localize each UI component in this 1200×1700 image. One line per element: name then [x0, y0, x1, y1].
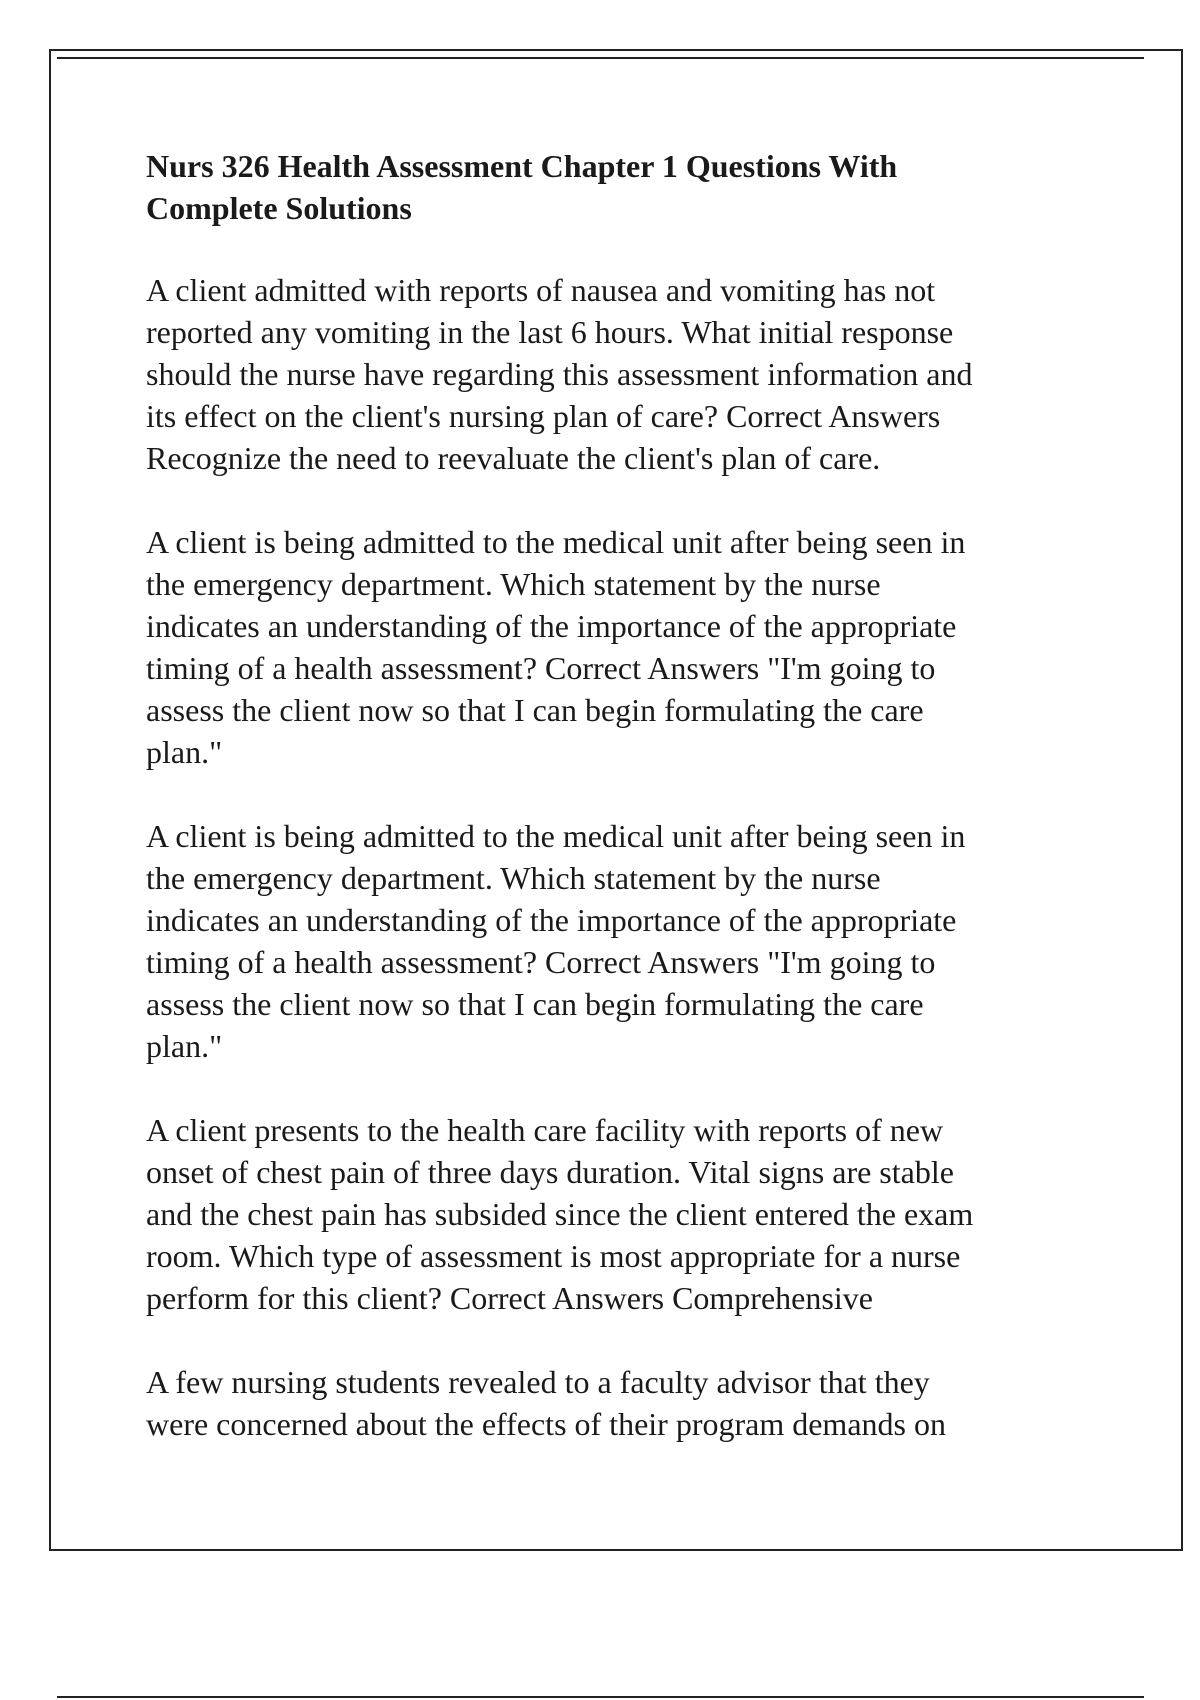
question-entry: A client admitted with reports of nausea and vomiting has not reported any vomiting in the last 6 hours. What initial response should the nurse have regarding this assessment information and its effect on the client's nursing plan of care? Correct Answers Recognize the need to reevaluate the client's plan of care.: [146, 272, 973, 476]
question-entry: A client is being admitted to the medical unit after being seen in the emergency department. Which statement by the nurse indicates an understanding of the importance of the appropriate timing of a health assessment? Correct Answers "I'm going to assess the client now so that I can begin formulating the care plan.": [146, 524, 966, 770]
question-entry: A client is being admitted to the medical unit after being seen in the emergency department. Which statement by the nurse indicates an understanding of the importance of the appropriate timing of a health assessment? Correct Answers "I'm going to assess the client now so that I can begin formulating the care plan.": [146, 818, 966, 1064]
question-entry: A client presents to the health care facility with reports of new onset of chest pain of three days duration. Vital signs are stable and the chest pain has subsided since the client entered the exam room. Which type of assessment is most appropriate for a nurse perform for this client? Correct Answers Comprehensive: [146, 1112, 974, 1316]
document-title: Nurs 326 Health Assessment Chapter 1 Questions With Complete Solutions: [146, 148, 898, 226]
top-rule: [57, 57, 1144, 59]
bottom-rule: [57, 1696, 1144, 1698]
document-body: [146, 145, 1096, 1487]
question-entry: A few nursing students revealed to a faculty advisor that they were concerned about the effects of their program demands on: [146, 1364, 946, 1442]
